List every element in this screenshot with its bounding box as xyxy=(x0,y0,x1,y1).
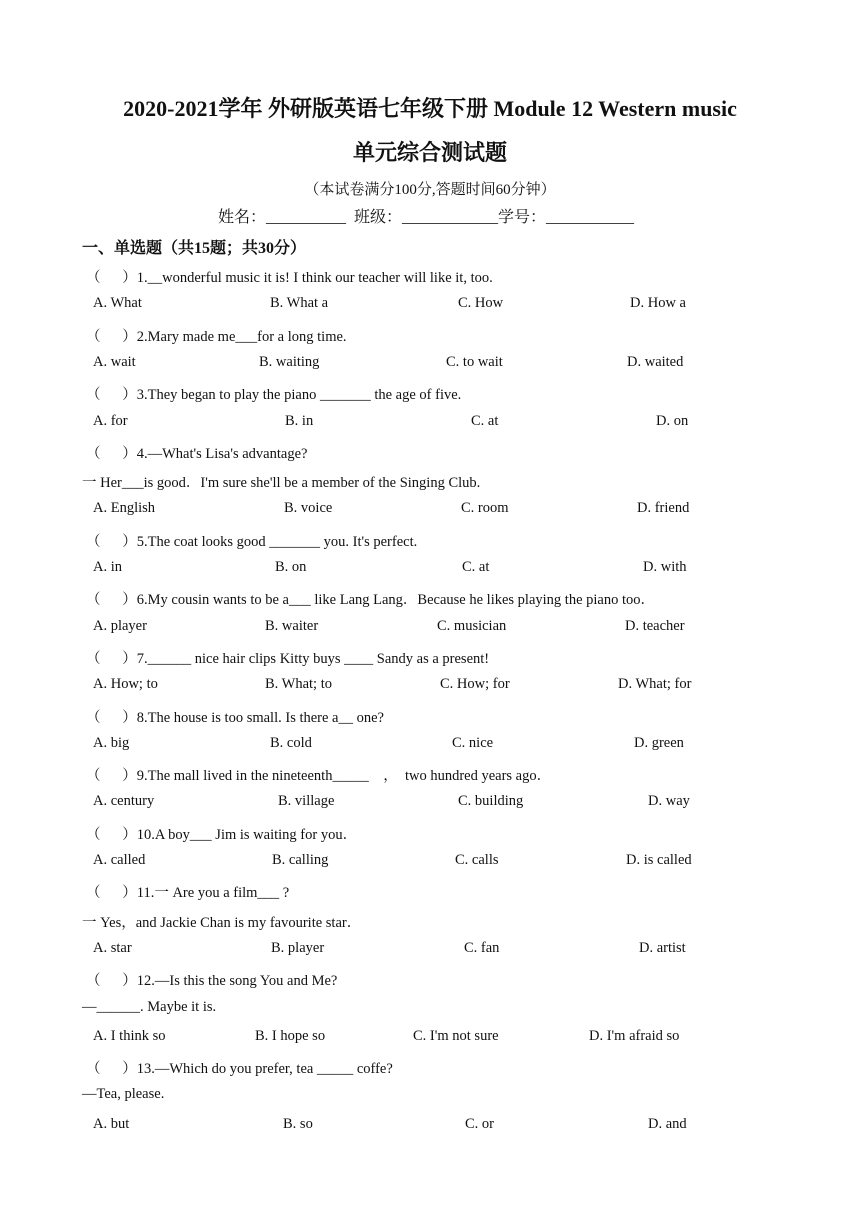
answer-option: A. What xyxy=(93,295,142,312)
answer-option: C. to wait xyxy=(446,353,503,370)
question-dialogue-line: —Tea, please. xyxy=(82,1086,165,1103)
answer-option: D. is called xyxy=(626,852,692,868)
question-stem: （ ）2.Mary made me___for a long time. xyxy=(86,328,347,345)
question-stem: （ ）9.The mall lived in the nineteenth_____ ， two hundred years ago． xyxy=(86,768,552,785)
question-stem: （ ）11.一 Are you a film___ ? xyxy=(86,885,290,902)
question-stem: （ ）6.My cousin wants to be a___ like Lang Lang．Because he likes playing the piano too． xyxy=(86,592,656,609)
answer-option: B. so xyxy=(283,1115,313,1132)
answer-option: A. How; to xyxy=(93,676,158,693)
question-stem: （ ）3.They began to play the piano _______ the age of five. xyxy=(86,387,462,404)
answer-option: A. big xyxy=(93,734,130,751)
answer-option: D. on xyxy=(656,412,689,429)
answer-option: C. at xyxy=(471,412,499,429)
answer-option: B. I hope so xyxy=(255,1027,326,1044)
answer-option: D. I'm afraid so xyxy=(589,1027,680,1044)
question-dialogue-line: 一 Her___is good．I'm sure she'll be a member of the Singing Club. xyxy=(82,475,481,492)
answer-option: C. musician xyxy=(437,617,507,634)
answer-option: A. in xyxy=(93,559,122,575)
answer-option: A. I think so xyxy=(93,1027,166,1044)
answer-option: D. way xyxy=(648,793,690,810)
answer-option: A. called xyxy=(93,852,146,868)
question-stem: （ ）5.The coat looks good _______ you. It's perfect. xyxy=(86,533,418,550)
answer-option: C. at xyxy=(462,559,490,575)
answer-option: A. star xyxy=(93,939,132,956)
question-stem: （ ）10.A boy___ Jim is waiting for you． xyxy=(86,826,358,843)
answer-option: B. player xyxy=(271,939,325,956)
answer-option: B. voice xyxy=(284,500,333,517)
exam-note: （本试卷满分100分,答题时间60分钟） xyxy=(304,182,556,198)
answer-option: D. teacher xyxy=(625,617,685,634)
answer-option: B. cold xyxy=(270,734,312,751)
answer-option: A. player xyxy=(93,617,147,634)
answer-option: A. century xyxy=(93,793,155,810)
answer-option: D. waited xyxy=(627,353,684,370)
answer-option: C. or xyxy=(465,1115,494,1132)
answer-option: B. on xyxy=(275,559,307,575)
answer-option: C. How xyxy=(458,295,504,312)
section-title: 一、单选题（共15题；共30分） xyxy=(82,240,307,257)
answer-option: C. nice xyxy=(452,734,494,751)
student-info-line: 姓名：__________ 班级：____________学号：___________ xyxy=(218,209,635,226)
answer-option: A. English xyxy=(93,500,156,517)
answer-option: C. How; for xyxy=(440,676,510,693)
answer-option: A. wait xyxy=(93,353,136,370)
answer-option: C. calls xyxy=(455,852,499,868)
answer-option: D. friend xyxy=(637,500,690,517)
question-stem: （ ）13.—Which do you prefer, tea _____ coffe? xyxy=(86,1061,393,1078)
answer-option: B. waiting xyxy=(259,353,320,370)
answer-option: B. calling xyxy=(272,852,329,868)
question-stem: （ ）7.______ nice hair clips Kitty buys ____ Sandy as a present! xyxy=(86,650,490,667)
answer-option: B. What; to xyxy=(265,676,332,693)
answer-option: B. What a xyxy=(270,295,329,312)
answer-option: D. How a xyxy=(630,295,686,312)
answer-option: D. What; for xyxy=(618,676,692,693)
answer-option: B. waiter xyxy=(265,617,319,634)
answer-option: C. I'm not sure xyxy=(413,1027,499,1044)
answer-option: D. artist xyxy=(639,939,686,956)
question-stem: （ ）1.__wonderful music it is! I think our teacher will like it, too. xyxy=(86,270,493,286)
answer-option: D. green xyxy=(634,734,684,751)
answer-option: A. but xyxy=(93,1115,130,1132)
page-title: 2020-2021学年 外研版英语七年级下册 Module 12 Western music xyxy=(123,96,737,121)
answer-option: C. fan xyxy=(464,939,500,956)
answer-option: B. village xyxy=(278,793,335,810)
answer-option: D. with xyxy=(643,559,687,575)
answer-option: C. building xyxy=(458,793,524,810)
question-dialogue-line: 一 Yes，and Jackie Chan is my favourite star． xyxy=(82,914,362,931)
question-stem: （ ）4.—What's Lisa's advantage? xyxy=(86,445,308,462)
answer-option: A. for xyxy=(93,412,128,429)
question-stem: （ ）8.The house is too small. Is there a__ one? xyxy=(86,709,384,726)
question-dialogue-line: —______. Maybe it is. xyxy=(82,998,217,1015)
question-stem: （ ）12.—Is this the song You and Me? xyxy=(86,973,338,990)
page-subtitle: 单元综合测试题 xyxy=(352,140,507,165)
answer-option: D. and xyxy=(648,1115,687,1132)
answer-option: C. room xyxy=(461,500,509,517)
answer-option: B. in xyxy=(285,412,314,429)
